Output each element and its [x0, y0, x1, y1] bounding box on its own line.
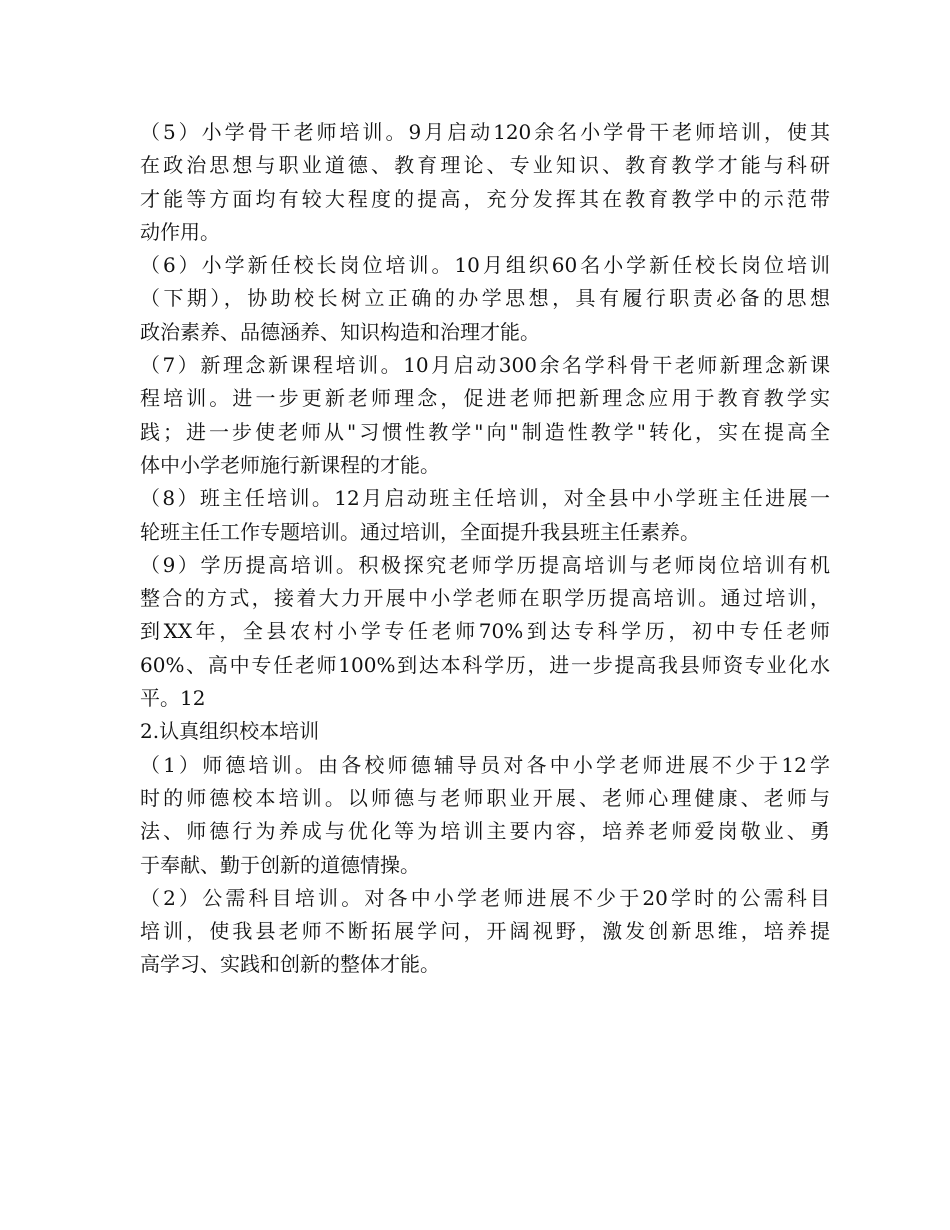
text-line: （2）公需科目培训。对各中小学老师进展不少于20学时的公需科目	[140, 885, 830, 910]
text-line: 高学习、实践和创新的整体才能。	[140, 952, 440, 977]
text-line: 平。12	[140, 686, 206, 711]
text-line: 培训，使我县老师不断拓展学问，开阔视野，激发创新思维，培养提	[140, 919, 830, 944]
text-line: （下期），协助校长树立正确的办学思想，具有履行职责必备的思想	[140, 286, 830, 311]
section-heading: 2.认真组织校本培训	[140, 719, 320, 744]
text-line: 程培训。进一步更新老师理念，促进老师把新理念应用于教育教学实	[140, 386, 830, 411]
text-line: （8）班主任培训。12月启动班主任培训，对全县中小学班主任进展一	[140, 486, 830, 511]
text-line: 整合的方式，接着大力开展中小学老师在职学历提高培训。通过培训，	[140, 586, 830, 611]
text-line: 在政治思想与职业道德、教育理论、专业知识、教育教学才能与科研	[140, 153, 830, 178]
text-line: （1）师德培训。由各校师德辅导员对各中小学老师进展不少于12学	[140, 752, 830, 777]
text-line: （9）学历提高培训。积极探究老师学历提高培训与老师岗位培训有机	[140, 552, 830, 577]
text-line: 于奉献、勤于创新的道德情操。	[140, 852, 420, 877]
text-line: 动作用。	[140, 219, 220, 244]
text-line: 时的师德校本培训。以师德与老师职业开展、老师心理健康、老师与	[140, 785, 830, 810]
text-line: 到XX年，全县农村小学专任老师70%到达专科学历，初中专任老师	[140, 619, 830, 644]
text-line: （7）新理念新课程培训。10月启动300余名学科骨干老师新理念新课	[140, 353, 830, 378]
text-line: 法、师德行为养成与优化等为培训主要内容，培养老师爱岗敬业、勇	[140, 819, 830, 844]
text-line: 才能等方面均有较大程度的提高，充分发挥其在教育教学中的示范带	[140, 186, 830, 211]
text-line: 60%、高中专任老师100%到达本科学历，进一步提高我县师资专业化水	[140, 652, 830, 677]
text-line: 轮班主任工作专题培训。通过培训，全面提升我县班主任素养。	[140, 519, 700, 544]
text-line: （6）小学新任校长岗位培训。10月组织60名小学新任校长岗位培训	[140, 253, 830, 278]
document-body	[140, 116, 830, 982]
text-line: 政治素养、品德涵养、知识构造和治理才能。	[140, 319, 540, 344]
text-line: （5）小学骨干老师培训。9月启动120余名小学骨干老师培训，使其	[140, 120, 830, 144]
text-line: 践；进一步使老师从"习惯性教学"向"制造性教学"转化，实在提高全	[140, 419, 830, 444]
text-line: 体中小学老师施行新课程的才能。	[140, 452, 440, 477]
